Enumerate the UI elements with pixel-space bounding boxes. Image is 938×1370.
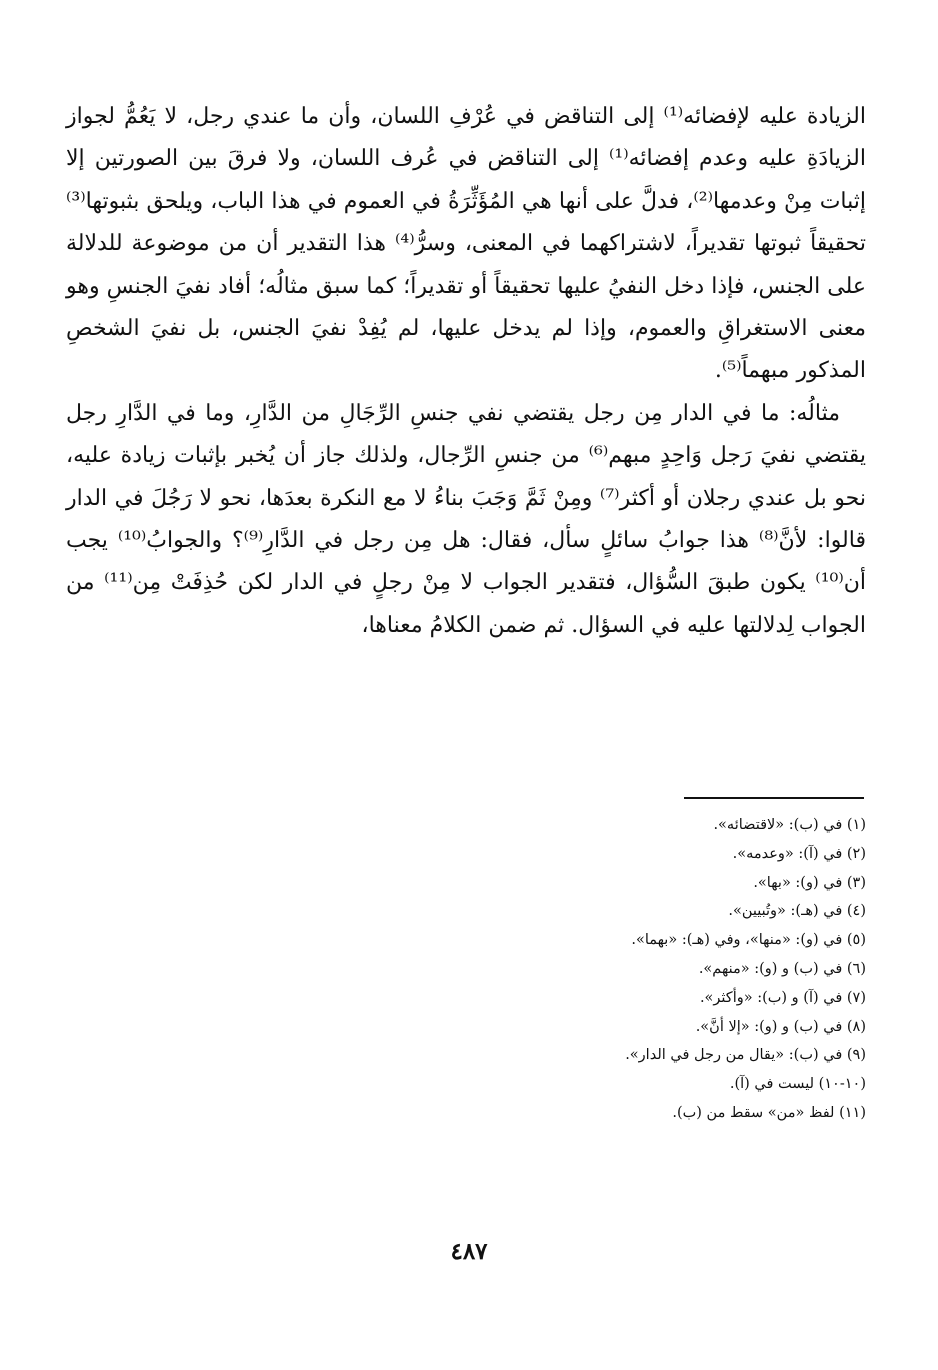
- main-text: [66, 96, 866, 647]
- footnote: (٦) في (ب) و (و): «منهم».: [698, 960, 866, 977]
- footnote: (٥) في (و): «منها»، وفي (هـ): «بهما».: [631, 932, 866, 949]
- paragraph: مثالُه: ما في الدار مِن رجل يقتضي نفي جنسِ الرِّجَالِ من الدَّارِ، وما في الدَّارِ رجل يقتضي نفيَ رَجل وَاحِدٍ مبهم⁽⁶⁾ من جنسِ الرِّجال، ولذلك جاز أن يُخبر بإثبات زيادة عليه، نحو بل عندي رجلان أو أكثر⁽⁷⁾ ومِنْ ثَمَّ وَجَبَ بناءُ لا مع النكرة بعدَها، نحو لا رَجُلَ في الدار قالوا: لأنَّ⁽⁸⁾ هذا جوابُ سائلٍ سأل، فقال: هل مِن رجل في الدَّارِ⁽⁹⁾؟ والجوابُ⁽¹⁰⁾ يجب أن⁽¹⁰⁾ يكون طبقَ السُّؤال، فتقدير الجواب لا مِنْ رجلٍ في الدار لكن حُذِفَتْ مِن⁽¹¹⁾ من الجواب لِدلالتها عليه في السؤال. ثم ضمن الكلامُ معناها،: [66, 400, 867, 638]
- footnote: (١) في (ب): «لاقتضائه».: [713, 817, 866, 833]
- footnote: (٩) في (ب): «يقال من رجل في الدار».: [625, 1047, 866, 1064]
- page-number: ٤٨٧: [450, 1238, 488, 1265]
- footnotes: [66, 811, 866, 1128]
- footnote: (١٠-١٠) ليست في (آ).: [729, 1076, 866, 1093]
- footnote: (١١) لفظ «من» سقط من (ب).: [672, 1104, 866, 1121]
- footnote: (٣) في (و): «بها».: [753, 874, 866, 891]
- footnote: (٧) في (آ) و (ب): «وأكثر».: [699, 989, 866, 1006]
- footnote: (٢) في (آ): «وعدمه».: [732, 845, 866, 862]
- footnote: (٨) في (ب) و (و): «إلا أنَّ».: [695, 1018, 866, 1035]
- footnote: (٤) في (هـ): «وتُبيين».: [728, 903, 866, 920]
- footnote-separator: [684, 797, 864, 799]
- paragraph: الزيادة عليه لإفضائه⁽¹⁾ إلى التناقض في عُرْفِ اللسان، وأن ما عندي رجل، لا يَعُمُّ لجواز الزيادَةِ عليه وعدم إفضائه⁽¹⁾ إلى التناقض في عُرف اللسان، ولا فرقَ بين الصورتين إلا إثبات مِنْ وعدمها⁽²⁾، فدلَّ على أنها هي المُؤَثِّرَةُ في العموم في هذا الباب، ويلحق بثبوتها⁽³⁾ تحقيقاً ثبوتها تقديراً، لاشتراكهما في المعنى، وسرُّ⁽⁴⁾ هذا التقدير أن من موضوعة للدلالة على الجنس، فإذا دخل النفيُ عليها تحقيقاً أو تقديراً؛ كما سبق مثالُه؛ أفاد نفيَ الجنسِ وهو معنى الاستغراقِ والعموم، وإذا لم يدخل عليها، لم يُفِدْ نفيَ الجنس، بل نفيَ الشخصِ المذكور مبهماً⁽⁵⁾.: [66, 104, 866, 384]
